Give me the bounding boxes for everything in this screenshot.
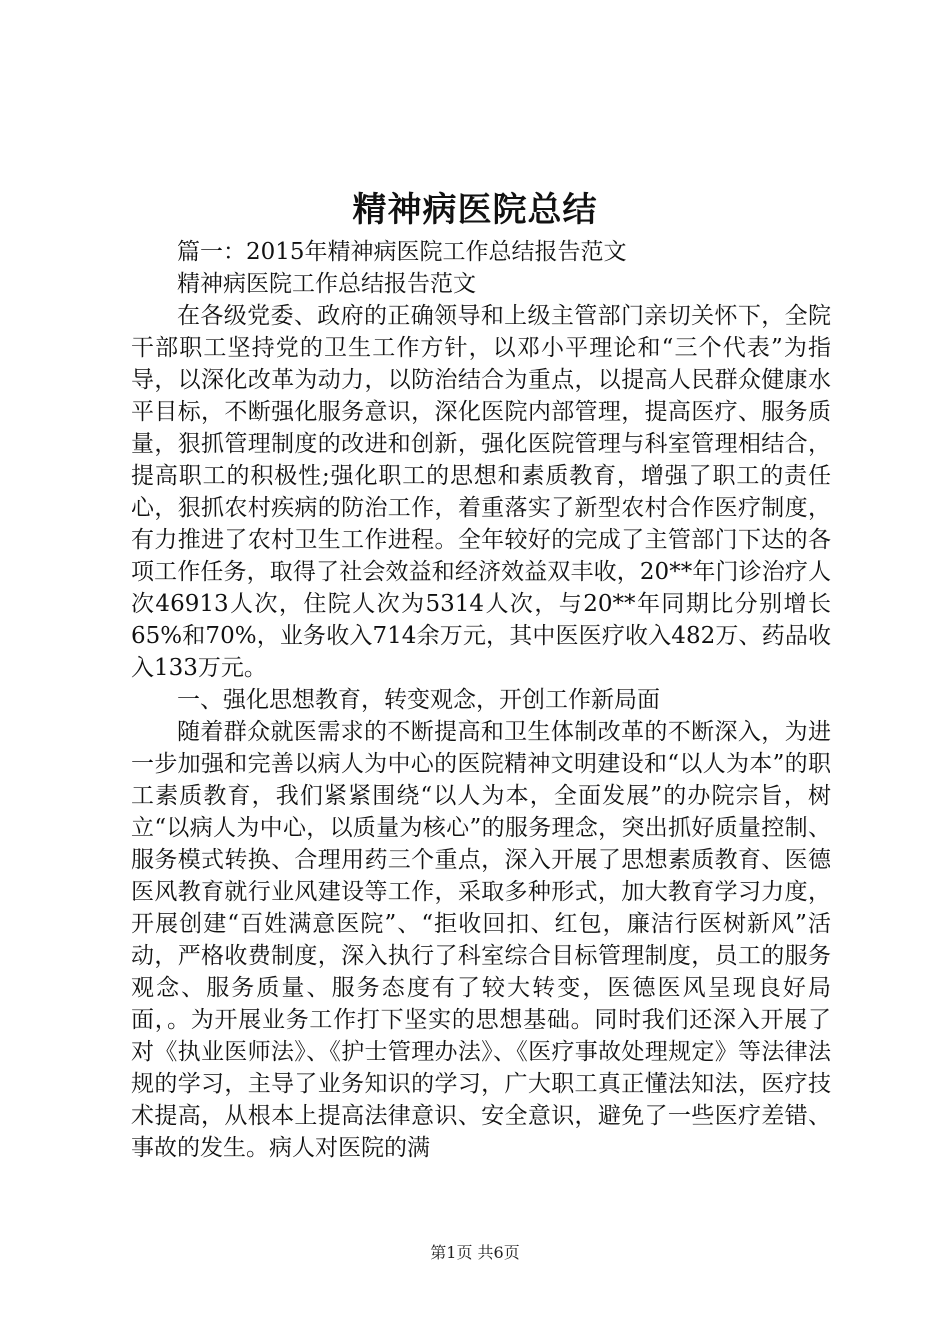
document-title: 精神病医院总结 <box>352 190 598 230</box>
document-body <box>131 236 831 1164</box>
paragraph-section-heading-1: 一、强化思想教育，转变观念，开创工作新局面 <box>177 687 660 713</box>
paragraph-report-subtitle: 精神病医院工作总结报告范文 <box>177 271 476 297</box>
paragraph-section-1-body: 随着群众就医需求的不断提高和卫生体制改革的不断深入，为进一步加强和完善以病人为中心的医院精神文明建设和“以人为本”的职工素质教育，我们紧紧围绕“以人为本，全面发展”的办院宗旨，树立“以病人为中心，以质量为核心”的服务理念，突出抓好质量控制、服务模式转换、合理用药三个重点，深入开展了思想素质教育、医德医风教育就行业风建设等工作，采取多种形式，加大教育学习力度，开展创建“百姓满意医院”、“拒收回扣、红包，廉洁行医树新风”活动，严格收费制度，深入执行了科室综合目标管理制度，员工的服务观念、服务质量、服务态度有了较大转变，医德医风呈现良好局面，。为开展业务工作打下坚实的思想基础。同时我们还深入开展了对《执业医师法》、《护士管理办法》、《医疗事故处理规定》等法律法规的学习，主导了业务知识的学习，广大职工真正懂法知法，医疗技术提高，从根本上提高法律意识、安全意识，避免了一些医疗差错、事故的发生。病人对医院的满 <box>131 719 831 1161</box>
page-footer: 第1页 共6页 <box>430 1243 520 1262</box>
paragraph-article-heading: 篇一：2015年精神病医院工作总结报告范文 <box>177 239 627 265</box>
paragraph-intro: 在各级党委、政府的正确领导和上级主管部门亲切关怀下，全院干部职工坚持党的卫生工作方针，以邓小平理论和“三个代表”为指导，以深化改革为动力，以防治结合为重点，以提高人民群众健康水平目标，不断强化服务意识，深化医院内部管理，提高医疗、服务质量，狠抓管理制度的改进和创新，强化医院管理与科室管理相结合，提高职工的积极性;强化职工的思想和素质教育，增强了职工的责任心，狠抓农村疾病的防治工作，着重落实了新型农村合作医疗制度，有力推进了农村卫生工作进程。全年较好的完成了主管部门下达的各项工作任务，取得了社会效益和经济效益双丰收，20**年门诊治疗人次46913人次，住院人次为5314人次，与20**年同期比分别增长65%和70%，业务收入714余万元，其中医医疗收入482万、药品收入133万元。 <box>131 303 831 681</box>
